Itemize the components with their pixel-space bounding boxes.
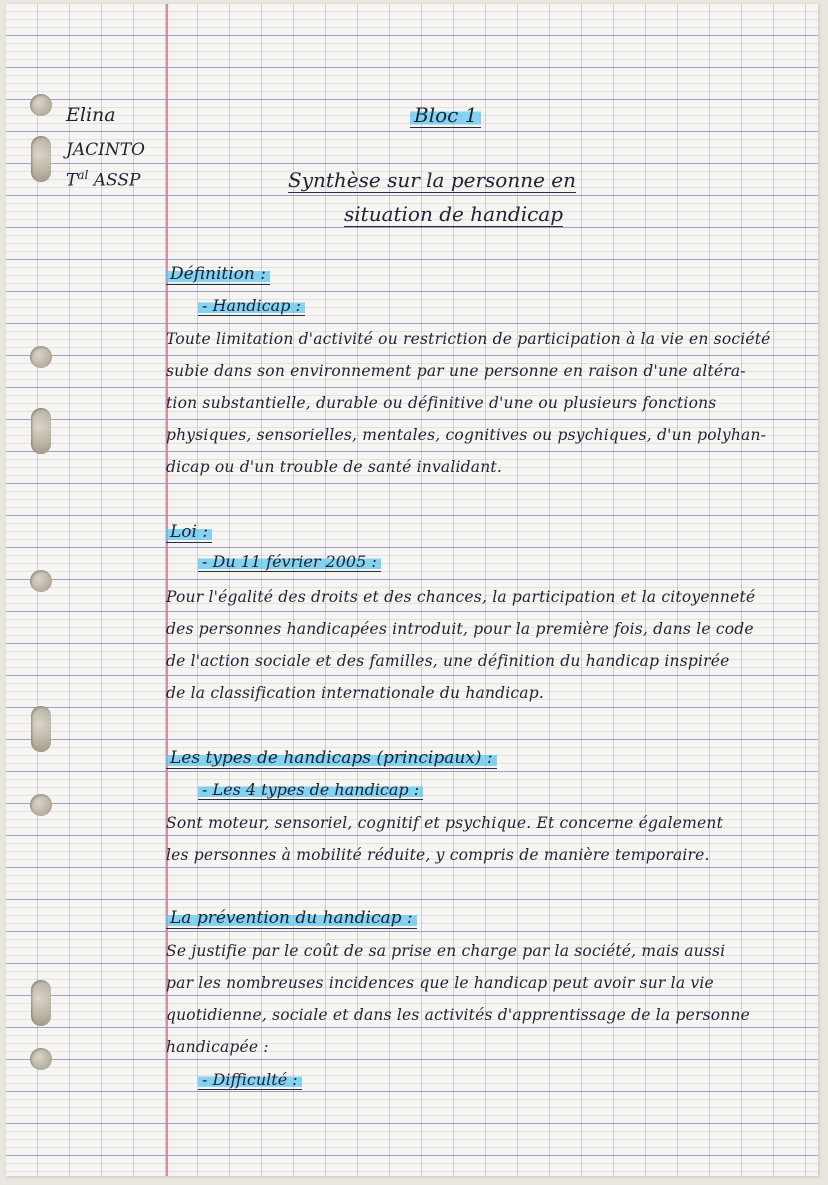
student-class <box>66 168 140 191</box>
class-sup: al <box>77 168 89 182</box>
binder-hole <box>31 980 51 1026</box>
definition-line-5: dicap ou d'un trouble de santé invalidant. <box>166 458 502 476</box>
loi-heading: Loi : <box>166 522 212 543</box>
binder-hole <box>30 94 52 116</box>
loi-line-2: des personnes handicapées introduit, pour la première fois, dans le code <box>166 620 754 638</box>
binder-hole <box>31 136 51 182</box>
binder-hole <box>30 1048 52 1070</box>
types-line-2: les personnes à mobilité réduite, y compris de manière temporaire. <box>166 846 710 864</box>
student-first-name: Elina <box>66 104 116 126</box>
bloc-label: Bloc 1 <box>410 103 481 128</box>
definition-line-1: Toute limitation d'activité ou restriction de participation à la vie en société <box>166 330 771 348</box>
binder-hole <box>30 346 52 368</box>
binder-hole <box>30 794 52 816</box>
class-name: ASSP <box>93 170 141 191</box>
prevention-subheading: - Difficulté : <box>198 1070 302 1090</box>
definition-subheading: - Handicap : <box>198 296 305 316</box>
prevention-line-3: quotidienne, sociale et dans les activités d'apprentissage de la personne <box>166 1006 751 1024</box>
class-prefix: T <box>66 170 78 191</box>
types-line-1: Sont moteur, sensoriel, cognitif et psychique. Et concerne également <box>166 814 724 832</box>
definition-line-3: tion substantielle, durable ou définitive d'une ou plusieurs fonctions <box>166 394 717 412</box>
loi-line-3: de l'action sociale et des familles, une définition du handicap inspirée <box>166 652 730 670</box>
loi-subheading: - Du 11 février 2005 : <box>198 552 381 572</box>
binder-hole <box>31 706 51 752</box>
definition-line-2: subie dans son environnement par une personne en raison d'une altéra- <box>166 362 746 380</box>
binder-hole <box>30 570 52 592</box>
definition-line-4: physiques, sensorielles, mentales, cognitives ou psychiques, d'un polyhan- <box>166 426 767 444</box>
types-subheading: - Les 4 types de handicap : <box>198 780 423 800</box>
student-last-name: JACINTO <box>66 140 145 160</box>
page-title-line1: Synthèse sur la personne en <box>288 168 577 192</box>
loi-line-4: de la classification internationale du handicap. <box>166 684 544 702</box>
prevention-line-1: Se justifie par le coût de sa prise en charge par la société, mais aussi <box>166 942 726 960</box>
types-heading: Les types de handicaps (principaux) : <box>166 748 497 769</box>
prevention-line-2: par les nombreuses incidences que le handicap peut avoir sur la vie <box>166 974 714 992</box>
prevention-line-4: handicapée : <box>166 1038 269 1056</box>
definition-heading: Définition : <box>166 264 270 285</box>
loi-line-1: Pour l'égalité des droits et des chances, la participation et la citoyenneté <box>166 588 756 606</box>
binder-hole <box>31 408 51 454</box>
page-title-line2: situation de handicap <box>344 202 564 226</box>
prevention-heading: La prévention du handicap : <box>166 908 417 929</box>
